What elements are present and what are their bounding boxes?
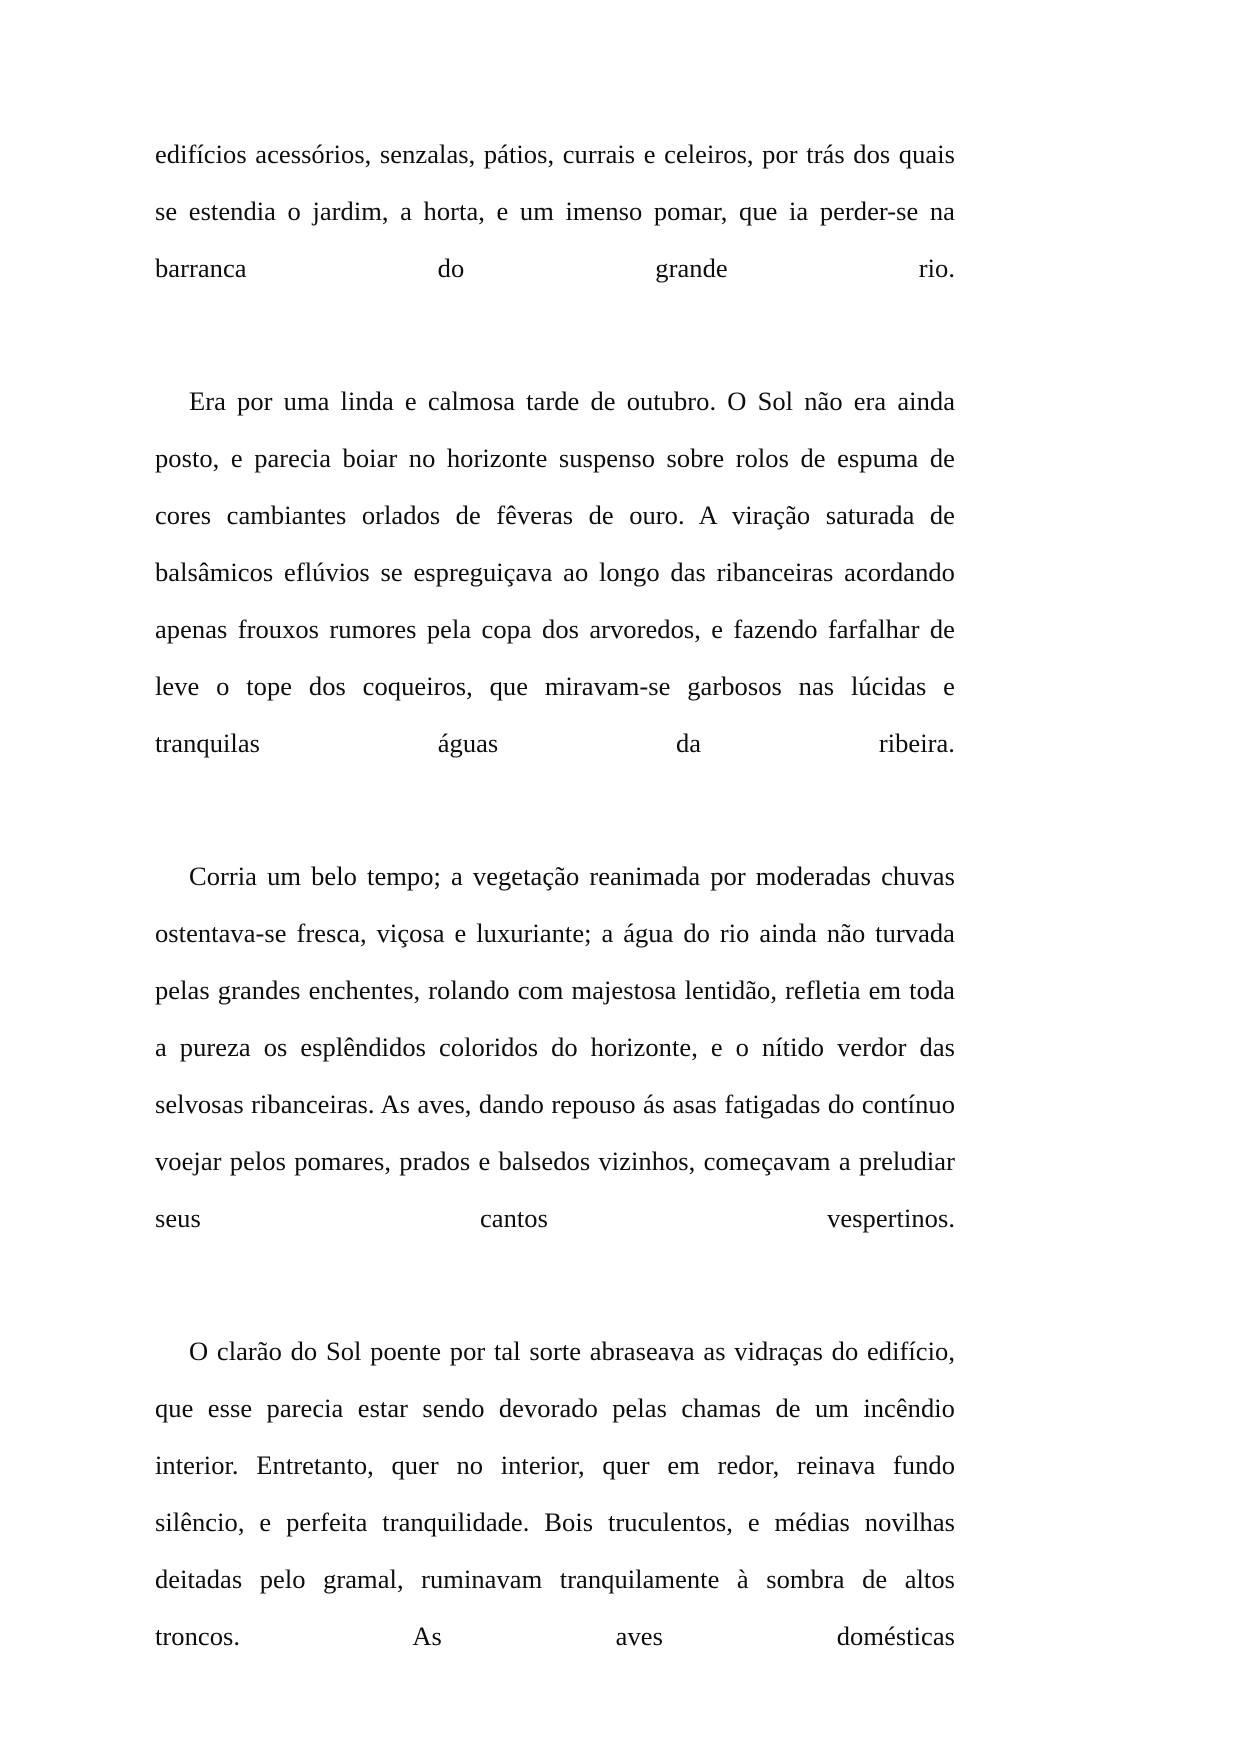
paragraph-clarao-do-sol: O clarão do Sol poente por tal sorte abraseava as vidraças do edifício, que esse parecia estar sendo devorado pelas chamas de um incêndio interior. Entretanto, quer no interior, quer em redor, reinava fundo silêncio, e perfeita tranquilidade. Bois truculentos, e médias novilhas deitadas pelo gramal, ruminavam tranquilamente à sombra de altos troncos. As aves domésticas [155,1336,955,1651]
paragraph-tarde-de-outubro: Era por uma linda e calmosa tarde de outubro. O Sol não era ainda posto, e parecia boiar no horizonte suspenso sobre rolos de espuma de cores cambiantes orlados de fêveras de ouro. A viração saturada de balsâmicos eflúvios se espreguiçava ao longo das ribanceiras acordando apenas frouxos rumores pela copa dos arvoredos, e fazendo farfalhar de leve o tope dos coqueiros, que miravam-se garbosos nas lúcidas e tranquilas águas da ribeira. [155,386,955,758]
paragraph-continuation: edifícios acessórios, senzalas, pátios, currais e celeiros, por trás dos quais se estendia o jardim, a horta, e um imenso pomar, que ia perder-se na barranca do grande rio. [155,139,955,283]
paragraph-belo-tempo: Corria um belo tempo; a vegetação reanimada por moderadas chuvas ostentava-se fresca, viçosa e luxuriante; a água do rio ainda não turvada pelas grandes enchentes, rolando com majestosa lentidão, refletia em toda a pureza os esplêndidos coloridos do horizonte, e o nítido verdor das selvosas ribanceiras. As aves, dando repouso ás asas fatigadas do contínuo voejar pelos pomares, prados e balsedos vizinhos, começavam a preludiar seus cantos vespertinos. [155,861,955,1233]
body-text-column [155,126,955,1741]
